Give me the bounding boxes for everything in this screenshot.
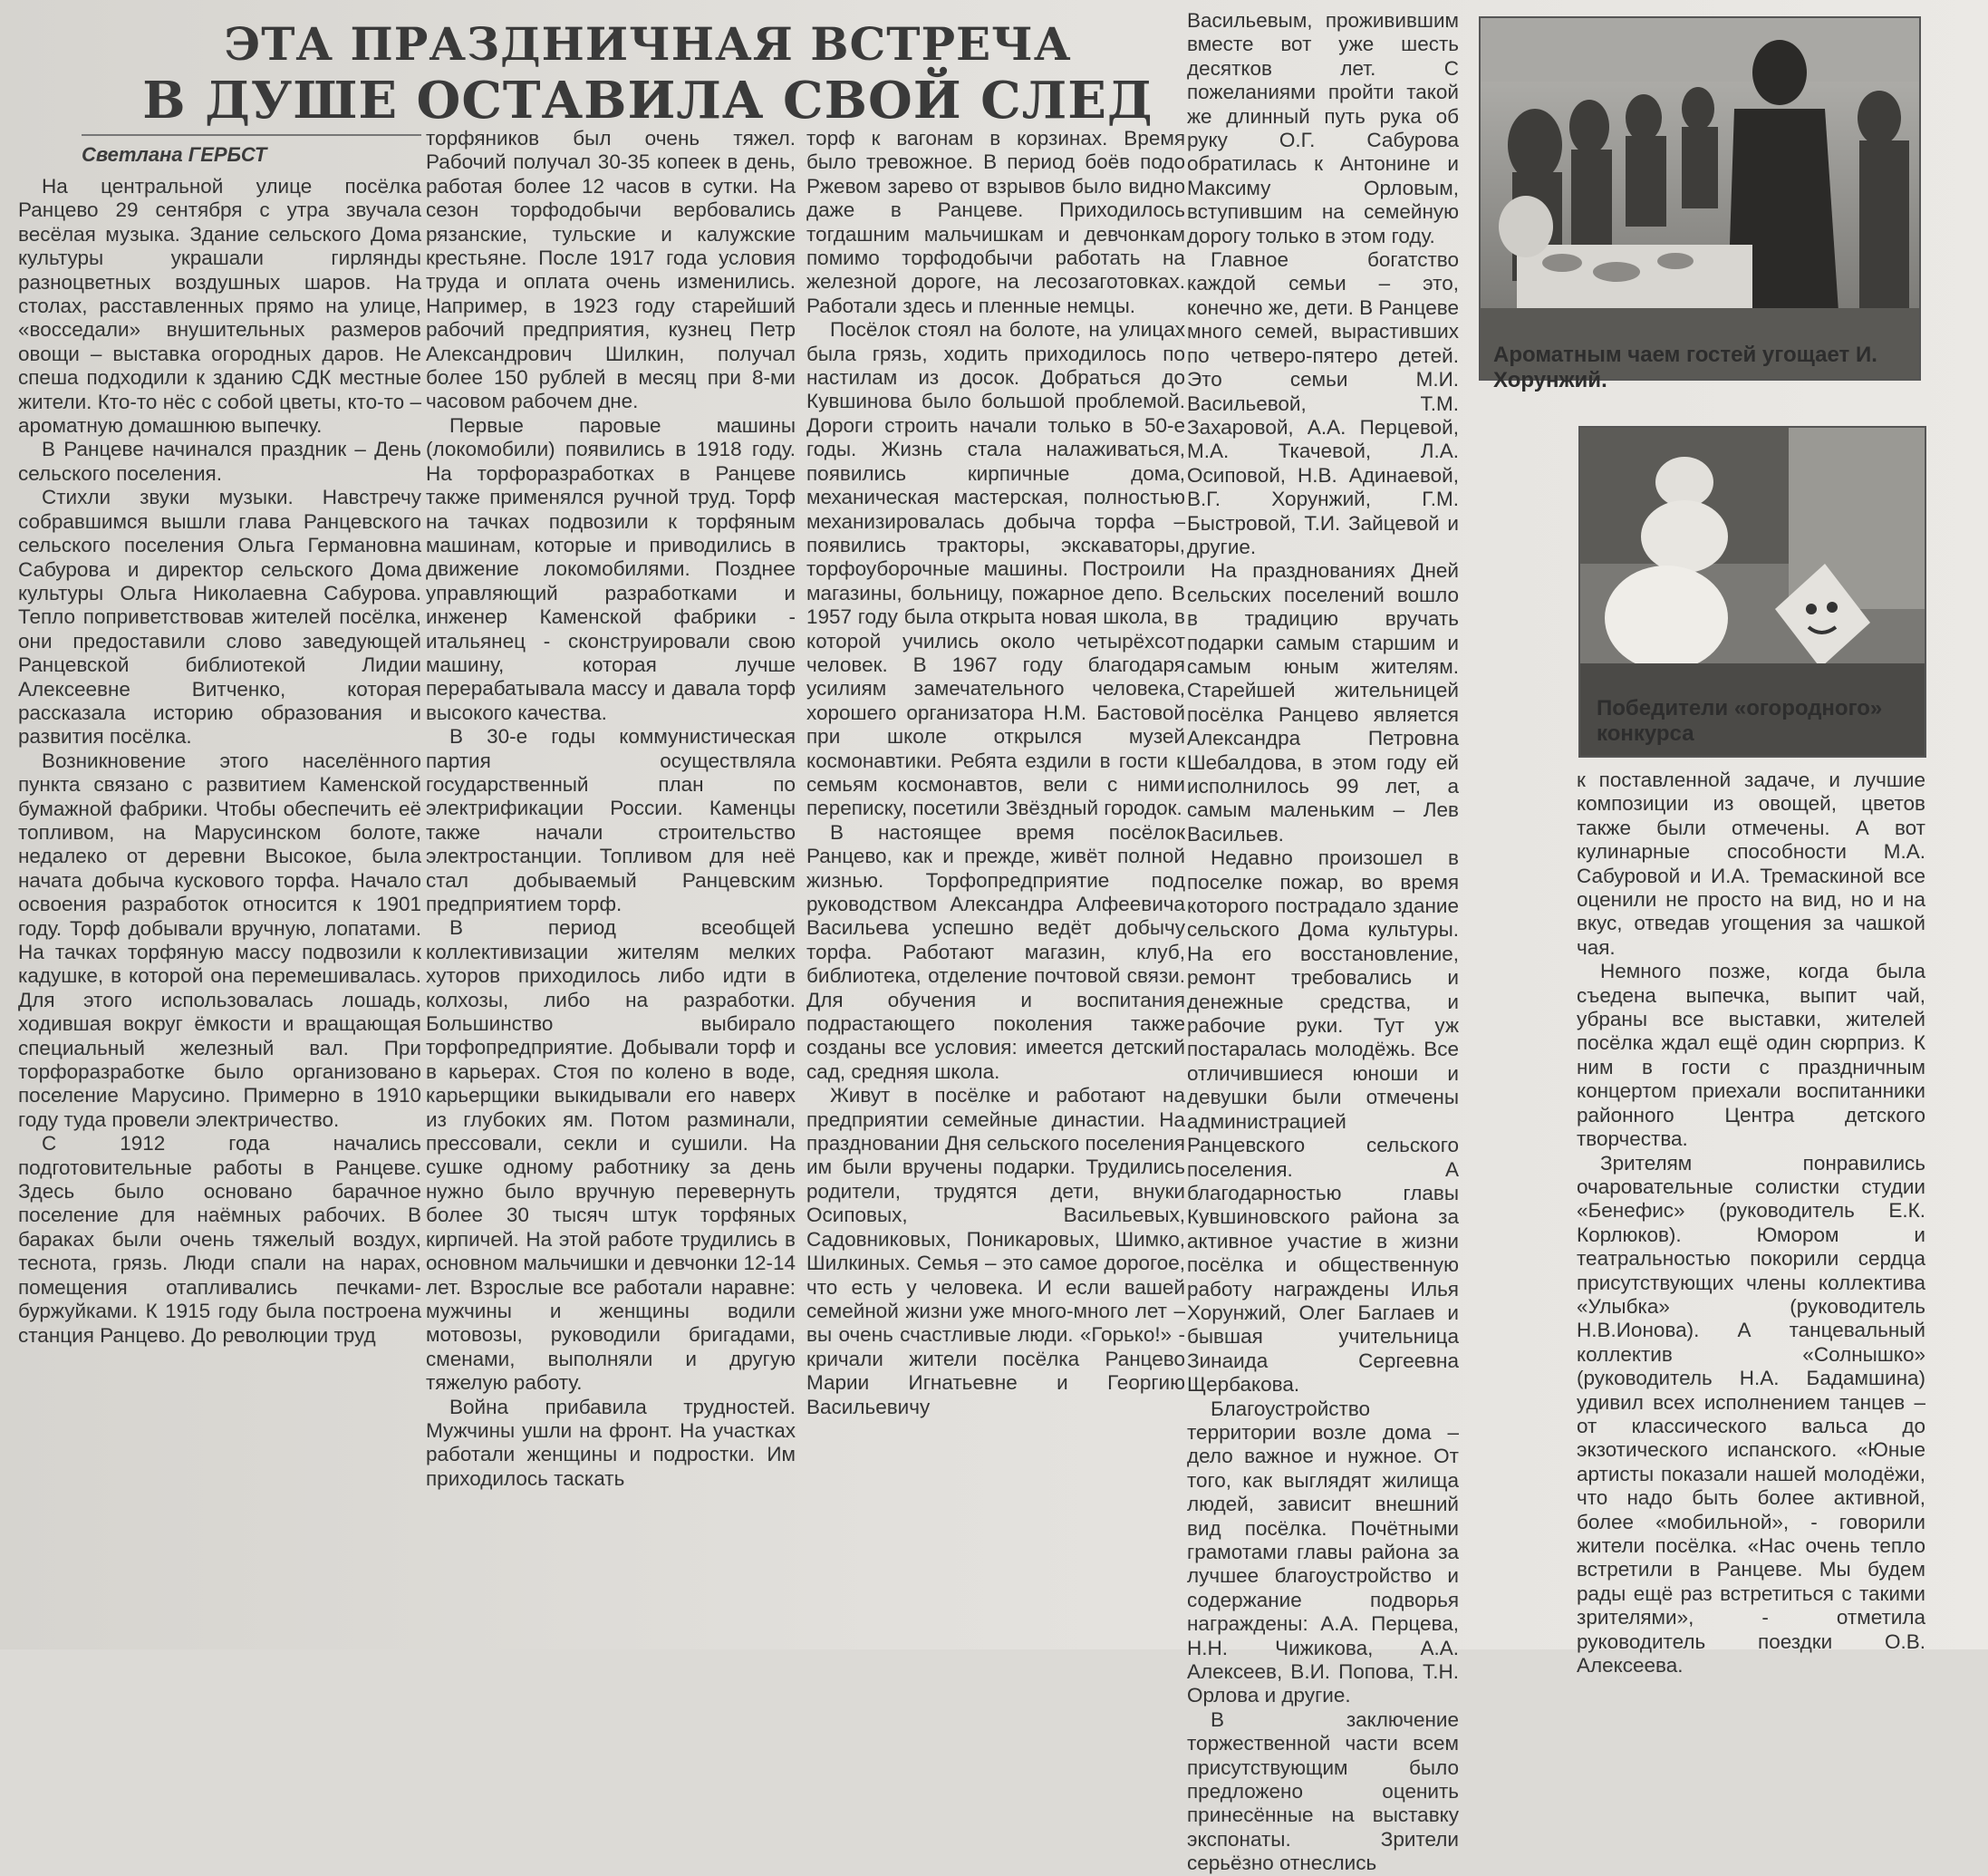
paragraph: Война прибавила трудностей. Мужчины ушли на фронт. На участках работали женщины и подростки. Им приходилось таскать <box>426 1395 796 1490</box>
paragraph: В настоящее время посёлок Ранцево, как и прежде, живёт полной жизнью. Торфопредприятие под руководством Александра Алфеевича Васильева успешно ведёт добычу торфа. Работают магазин, клуб, библиотека, отделение почтовой связи. Для обучения и воспитания подрастающего поколения также созданы все условия: имеется детский сад, средняя школа. <box>806 820 1185 1083</box>
paragraph: Главное богатство каждой семьи – это, конечно же, дети. В Ранцеве много семей, вырастивших по четверо-пятеро детей. Это семьи М.И. Васильевой, Т.М. Захаровой, А.А. Перцевой, М.А. Ткачевой, Л.А. Осиповой, Н.В. Адинаевой, В.Г. Хорунжий, Г.М. Быстровой, Т.И. Зайцевой и другие. <box>1187 248 1459 558</box>
paragraph: На празднованиях Дней сельских поселений вошло в традицию вручать подарки самым старшим и самым юным жителям. Старейшей жительницей посёлка Ранцево является Александра Петровна Шебалдова, в этом году ей исполнилось 99 лет, а самым маленьким – Лев Васильев. <box>1187 559 1459 846</box>
article-column-5 <box>1577 769 1925 1678</box>
article-column-3 <box>806 127 1185 1604</box>
photo-caption-1: Ароматным чаем гостей угощает И. Хорунжий. <box>1493 343 1877 392</box>
paragraph: Зрителям понравились очаровательные солистки студии «Бенефис» (руководитель Е.К. Корлюков). Юмором и театральностью покорили сердца присутствующих члены коллектива «Улыбка» (руководитель Н.В.Ионова). А танцевальный коллектив «Солнышко» (руководитель Н.А. Бадамшина) удивил всех исполнением танцев – от классического вальса до экзотического испанского. «Юные артисты показали нашей молодёжи, что надо быть более активной, более «мобильной», - говорили жители посёлка. «Нас очень тепло встретили в Ранцеве. Мы будем рады ещё раз встретиться с такими зрителями», - отметила руководитель поездки О.В. Алексеева. <box>1577 1151 1925 1678</box>
headline-line-2: В ДУШЕ ОСТАВИЛА СВОЙ СЛЕД <box>142 71 1153 131</box>
paragraph: к поставленной задаче, и лучшие композиции из овощей, цветов также были отмечены. А вот кулинарные способности М.А. Сабуровой и И.А. Тремаскиной все оценили не просто на вид, но и на вкус, отведав угощения за чашкой чая. <box>1577 769 1925 959</box>
paragraph: Стихли звуки музыки. Навстречу собравшимся вышли глава Ранцевского сельского поселения Ольга Германовна Сабурова и директор сельского Дома культуры Ольга Николаевна Сабурова. Тепло поприветствовав жителей посёлка, они предоставили слово заведующей Ранцевской библиотекой Лидии Алексеевне Витченко, которая рассказала историю образования и развития посёлка. <box>18 486 421 749</box>
paragraph: Посёлок стоял на болоте, на улицах была грязь, ходить приходилось по настилам из досок. Добраться до Кувшинова было большой проблемой. Дороги строить начали только в 50-е годы. Жизнь стала налаживаться, появились кирпичные дома, механическая мастерская, полностью механизировалась добыча торфа – появились тракторы, экскаваторы, торфоуборочные машины. Построили магазины, больницу, пожарное депо. В 1957 году была открыта новая школа, в которой учились около четырёхсот человек. В 1967 году благодаря усилиям замечательного человека, хорошего организатора Н.М. Бастовой при школе открылся музей космонавтики. Ребята ездили в гости к семьям космонавтов, вели с ними переписку, посетили Звёздный городок. <box>806 318 1185 820</box>
paragraph: В заключение торжественной части всем присутствующим было предложено оценить принесённые на выставку экспонаты. Зрители серьёзно отнеслись <box>1187 1707 1459 1875</box>
paragraph: На центральной улице посёлка Ранцево 29 сентября с утра звучала весёлая музыка. Здание сельского Дома культуры украшали гирлянды разноцветных воздушных шаров. На столах, расставленных прямо на улице, «восседали» внушительных размеров овощи – выставка огородных даров. Не спеша подходили к зданию СДК местные жители. Кто-то нёс с собой цветы, кто-то – ароматную домашнюю выпечку. <box>18 175 421 438</box>
photo-tea-serving <box>1479 16 1921 381</box>
paragraph: Недавно произошел в поселке пожар, во время которого пострадало здание сельского Дома культуры. На его восстановление, ремонт требовались и денежные средства, и рабочие руки. Тут уж постаралась молодёжь. Все отличившиеся юноши и девушки были отмечены администрацией Ранцевского сельского поселения. А благодарностью главы Кувшиновского района за активное участие в жизни посёлка и общественную работу награждены Илья Хорунжий, Олег Баглаев и бывшая учительница Зинаида Сергеевна Щербакова. <box>1187 846 1459 1397</box>
photo-caption-2: Победители «огородного» конкурса <box>1597 696 1883 746</box>
paragraph: В 30-е годы коммунистическая партия осуществляла государственный план по электрификации России. Каменцы также начали строительство электростанции. Топливом для неё стал добываемый Ранцевским предприятием торф. <box>426 725 796 915</box>
paragraph: Благоустройство территории возле дома – дело важное и нужное. От того, как выглядят жилища людей, зависит внешний вид посёлка. Почётными грамотами главы района за лучшее благоустройство и содержание подворья награждены: А.А. Перцева, Н.Н. Чижикова, А.А. Алексеев, В.И. Попова, Т.Н. Орлова и другие. <box>1187 1397 1459 1707</box>
paragraph: В Ранцеве начинался праздник – День сельского поселения. <box>18 438 421 485</box>
article-column-4 <box>1187 9 1459 1875</box>
paragraph: торфяников был очень тяжел. Рабочий получал 30-35 копеек в день, работая более 12 часов в сутки. На сезон торфодобычи вербовались рязанские, тульские и калужские крестьяне. После 1917 года условия труда и оплата очень изменились. Например, в 1923 году старейший рабочий предприятия, кузнец Петр Александрович Шилкин, получал более 150 рублей в месяц при 8-ми часовом рабочем дне. <box>426 127 796 413</box>
paragraph: В период всеобщей коллективизации жителям мелких хуторов приходилось либо идти в колхозы, либо на разработки. Большинство выбирало торфопредприятие. Добывали торф и в карьерах. Стоя по колено в воде, карьерщики выкидывали его наверх из глубоких ям. Потом разминали, прессовали, секли и сушили. На сушке одному работнику за день нужно было вручную перевернуть более 30 тысяч штук торфяных кирпичей. На этой работе трудились в основном мальчишки и девчонки 12-14 лет. Взрослые все работали наравне: мужчины и женщины водили мотовозы, руководили бригадами, сменами, выполняли и другую тяжелую работу. <box>426 916 796 1395</box>
paragraph: С 1912 года начались подготовительные работы в Ранцеве. Здесь было основано барачное поселение для наёмных рабочих. В бараках были очень тяжелый воздух, теснота, грязь. Люди спали на нарах, помещения отапливались печками-буржуйками. К 1915 году была построена станция Ранцево. До революции труд <box>18 1132 421 1347</box>
paragraph: торф к вагонам в корзинах. Время было тревожное. В период боёв подо Ржевом зарево от взрывов было видно даже в Ранцеве. Приходилось тогдашним мальчишкам и девчонкам помимо торфодобычи работать на железной дороге, на лесозаготовках. Работали здесь и пленные немцы. <box>806 127 1185 317</box>
headline <box>118 16 1178 129</box>
paragraph: Живут в посёлке и работают на предприятии семейные династии. На праздновании Дня сельского поселения им были вручены подарки. Трудились родители, трудятся дети, внуки Осиповых, Васильевых, Садовниковых, Поникаровых, Шимко, Шилкиных. Семья – это самое дорогое, что есть у человека. И если вашей семейной жизни уже много-много лет – вы очень счастливые люди. «Горько!» - кричали жители посёлка Ранцево Марии Игнатьевне и Георгию Васильевичу <box>806 1084 1185 1418</box>
article-column-2 <box>426 127 796 1604</box>
headline-line-1: ЭТА ПРАЗДНИЧНАЯ ВСТРЕЧА <box>224 17 1072 71</box>
paragraph: Васильевым, проживившим вместе вот уже шесть десятков лет. С пожеланиями пройти такой же длинный путь рука об руку О.Г. Сабурова обратилась к Антонине и Максиму Орловым, вступившим на семейную дорогу только в этом году. <box>1187 9 1459 247</box>
paragraph: Возникновение этого населённого пункта связано с развитием Каменской бумажной фабрики. Чтобы обеспечить её топливом, на Марусинском болоте, недалеко от деревни Высокое, была начата добыча кускового торфа. Начало освоения разработок относится к 1901 году. Торф добывали вручную, лопатами. На тачках торфяную массу подвозили к кадушке, в которой она перемешивалась. Для этого использовалась лошадь, ходившая вокруг ёмкости и вращающая специальный железный вал. При торфоразработке было организовано поселение Марусино. Примерно в 1910 году туда провели электричество. <box>18 749 421 1131</box>
article-column-1 <box>18 175 421 1598</box>
paragraph: Первые паровые машины (локомобили) появились в 1918 году. На торфоразработках в Ранцеве также применялся ручной труд. Торф на тачках подвозили к торфяным машинам, которые и приводились в движение локомобилями. Позднее управляющий разработками и инженер Каменской фабрики - итальянец - сконструировали свою машину, которая лучше перерабатывала массу и давала торф высокого качества. <box>426 413 796 724</box>
paragraph: Немного позже, когда была съедена выпечка, выпит чай, убраны все выставки, жителей посёлка ждал ещё один сюрприз. К ним в гости с праздничным концертом приехали воспитанники районного Центра детского творчества. <box>1577 960 1925 1151</box>
author-byline: Светлана ГЕРБСТ <box>82 134 421 167</box>
